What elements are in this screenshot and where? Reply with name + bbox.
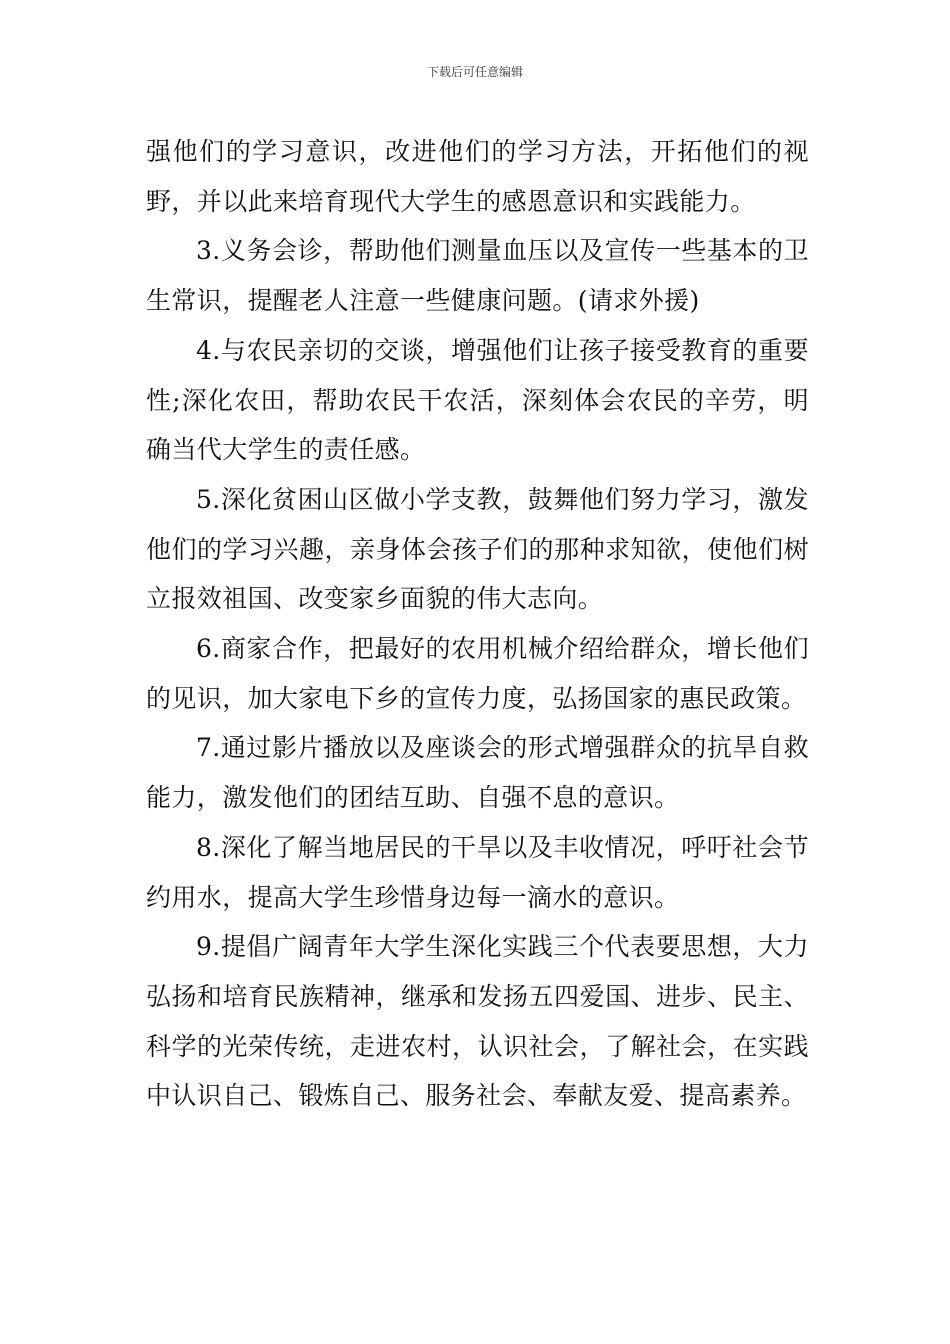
paragraph-item-9: 9.提倡广阔青年大学生深化实践三个代表要思想，大力弘扬和培育民族精神，继承和发扬五四爱国、进步、民主、科学的光荣传统，走进农村，认识社会，了解社会，在实践中认识自己、锻炼自己、服务社会、奉献友爱、提高素养。	[146, 932, 809, 1111]
paragraph-item-3: 3.义务会诊，帮助他们测量血压以及宣传一些基本的卫生常识，提醒老人注意一些健康问题。(请求外援)	[146, 236, 809, 316]
paragraph-continuation: 强他们的学习意识，改进他们的学习方法，开拓他们的视野，并以此来培育现代大学生的感恩意识和实践能力。	[146, 137, 809, 216]
paragraph-item-4: 4.与农民亲切的交谈，增强他们让孩子接受教育的重要性;深化农田，帮助农民干农活，深刻体会农民的辛劳，明确当代大学生的责任感。	[146, 335, 809, 465]
page-header: 下载后可任意编辑	[426, 65, 523, 79]
paragraph-item-8: 8.深化了解当地居民的干旱以及丰收情况，呼吁社会节约用水，提高大学生珍惜身边每一滴水的意识。	[146, 832, 809, 912]
document-body	[146, 127, 809, 1121]
paragraph-item-6: 6.商家合作，把最好的农用机械介绍给群众，增长他们的见识，加大家电下乡的宣传力度，弘扬国家的惠民政策。	[146, 634, 809, 713]
paragraph-item-7: 7.通过影片播放以及座谈会的形式增强群众的抗旱自救能力，激发他们的团结互助、自强不息的意识。	[146, 733, 809, 813]
paragraph-item-5: 5.深化贫困山区做小学支教，鼓舞他们努力学习，激发他们的学习兴趣，亲身体会孩子们的那种求知欲，使他们树立报效祖国、改变家乡面貌的伟大志向。	[146, 484, 809, 614]
